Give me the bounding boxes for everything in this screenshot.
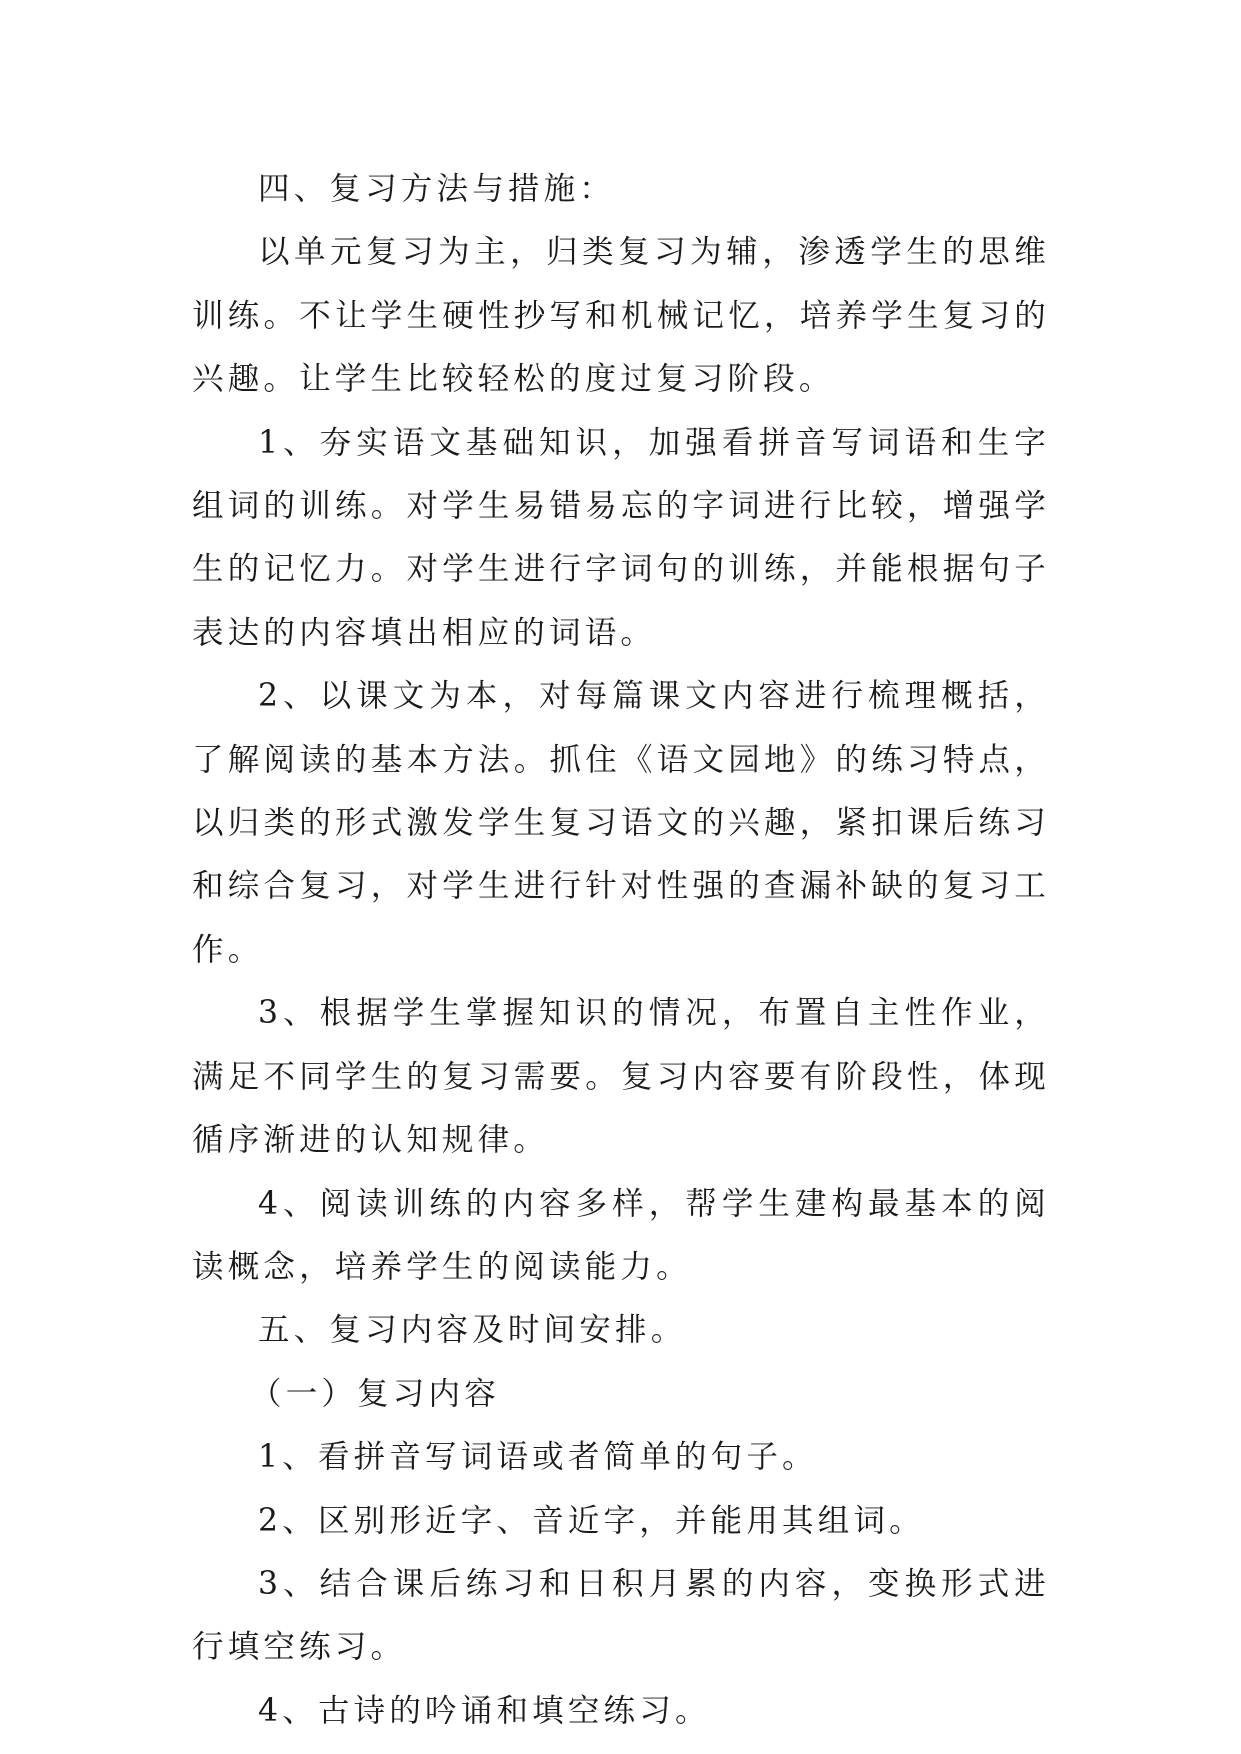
section-heading-methods: 四、复习方法与措施：: [258, 171, 616, 207]
paragraph-item-3: 3、根据学生掌握知识的情况，布置自主性作业，满足不同学生的复习需要。复习内容要有阶段性，体现循序渐进的认知规律。: [192, 995, 1050, 1159]
content-item-4: 4、古诗的吟诵和填空练习。: [258, 1692, 711, 1729]
paragraph-methods-intro: 以单元复习为主，归类复习为辅，渗透学生的思维训练。不让学生硬性抄写和机械记忆，培养学生复习的兴趣。让学生比较轻松的度过复习阶段。: [192, 234, 1050, 398]
section-heading-content-schedule: 五、复习内容及时间安排。: [258, 1312, 687, 1349]
paragraph-item-4: 4、阅读训练的内容多样，帮学生建构最基本的阅读概念，培养学生的阅读能力。: [192, 1185, 1050, 1285]
content-item-3: 3、结合课后练习和日积月累的内容，变换形式进行填空练习。: [192, 1565, 1050, 1666]
paragraph-item-1: 1、夯实语文基础知识，加强看拼音写词语和生字组词的训练。对学生易错易忘的字词进行比较，增强学生的记忆力。对学生进行字词句的训练，并能根据句子表达的内容填出相应的词语。: [192, 424, 1050, 651]
paragraph-item-2: 2、以课文为本，对每篇课文内容进行梳理概括，了解阅读的基本方法。抓住《语文园地》的练习特点，以归类的形式激发学生复习语文的兴趣，紧扣课后练习和综合复习，对学生进行针对性强的查漏补缺的复习工作。: [192, 678, 1050, 968]
content-item-2: 2、区别形近字、音近字，并能用其组词。: [258, 1502, 925, 1539]
content-item-1: 1、看拼音写词语或者简单的句子。: [258, 1439, 818, 1476]
subheading-review-content: （一）复习内容: [250, 1375, 500, 1412]
document-body: [192, 158, 1050, 1743]
